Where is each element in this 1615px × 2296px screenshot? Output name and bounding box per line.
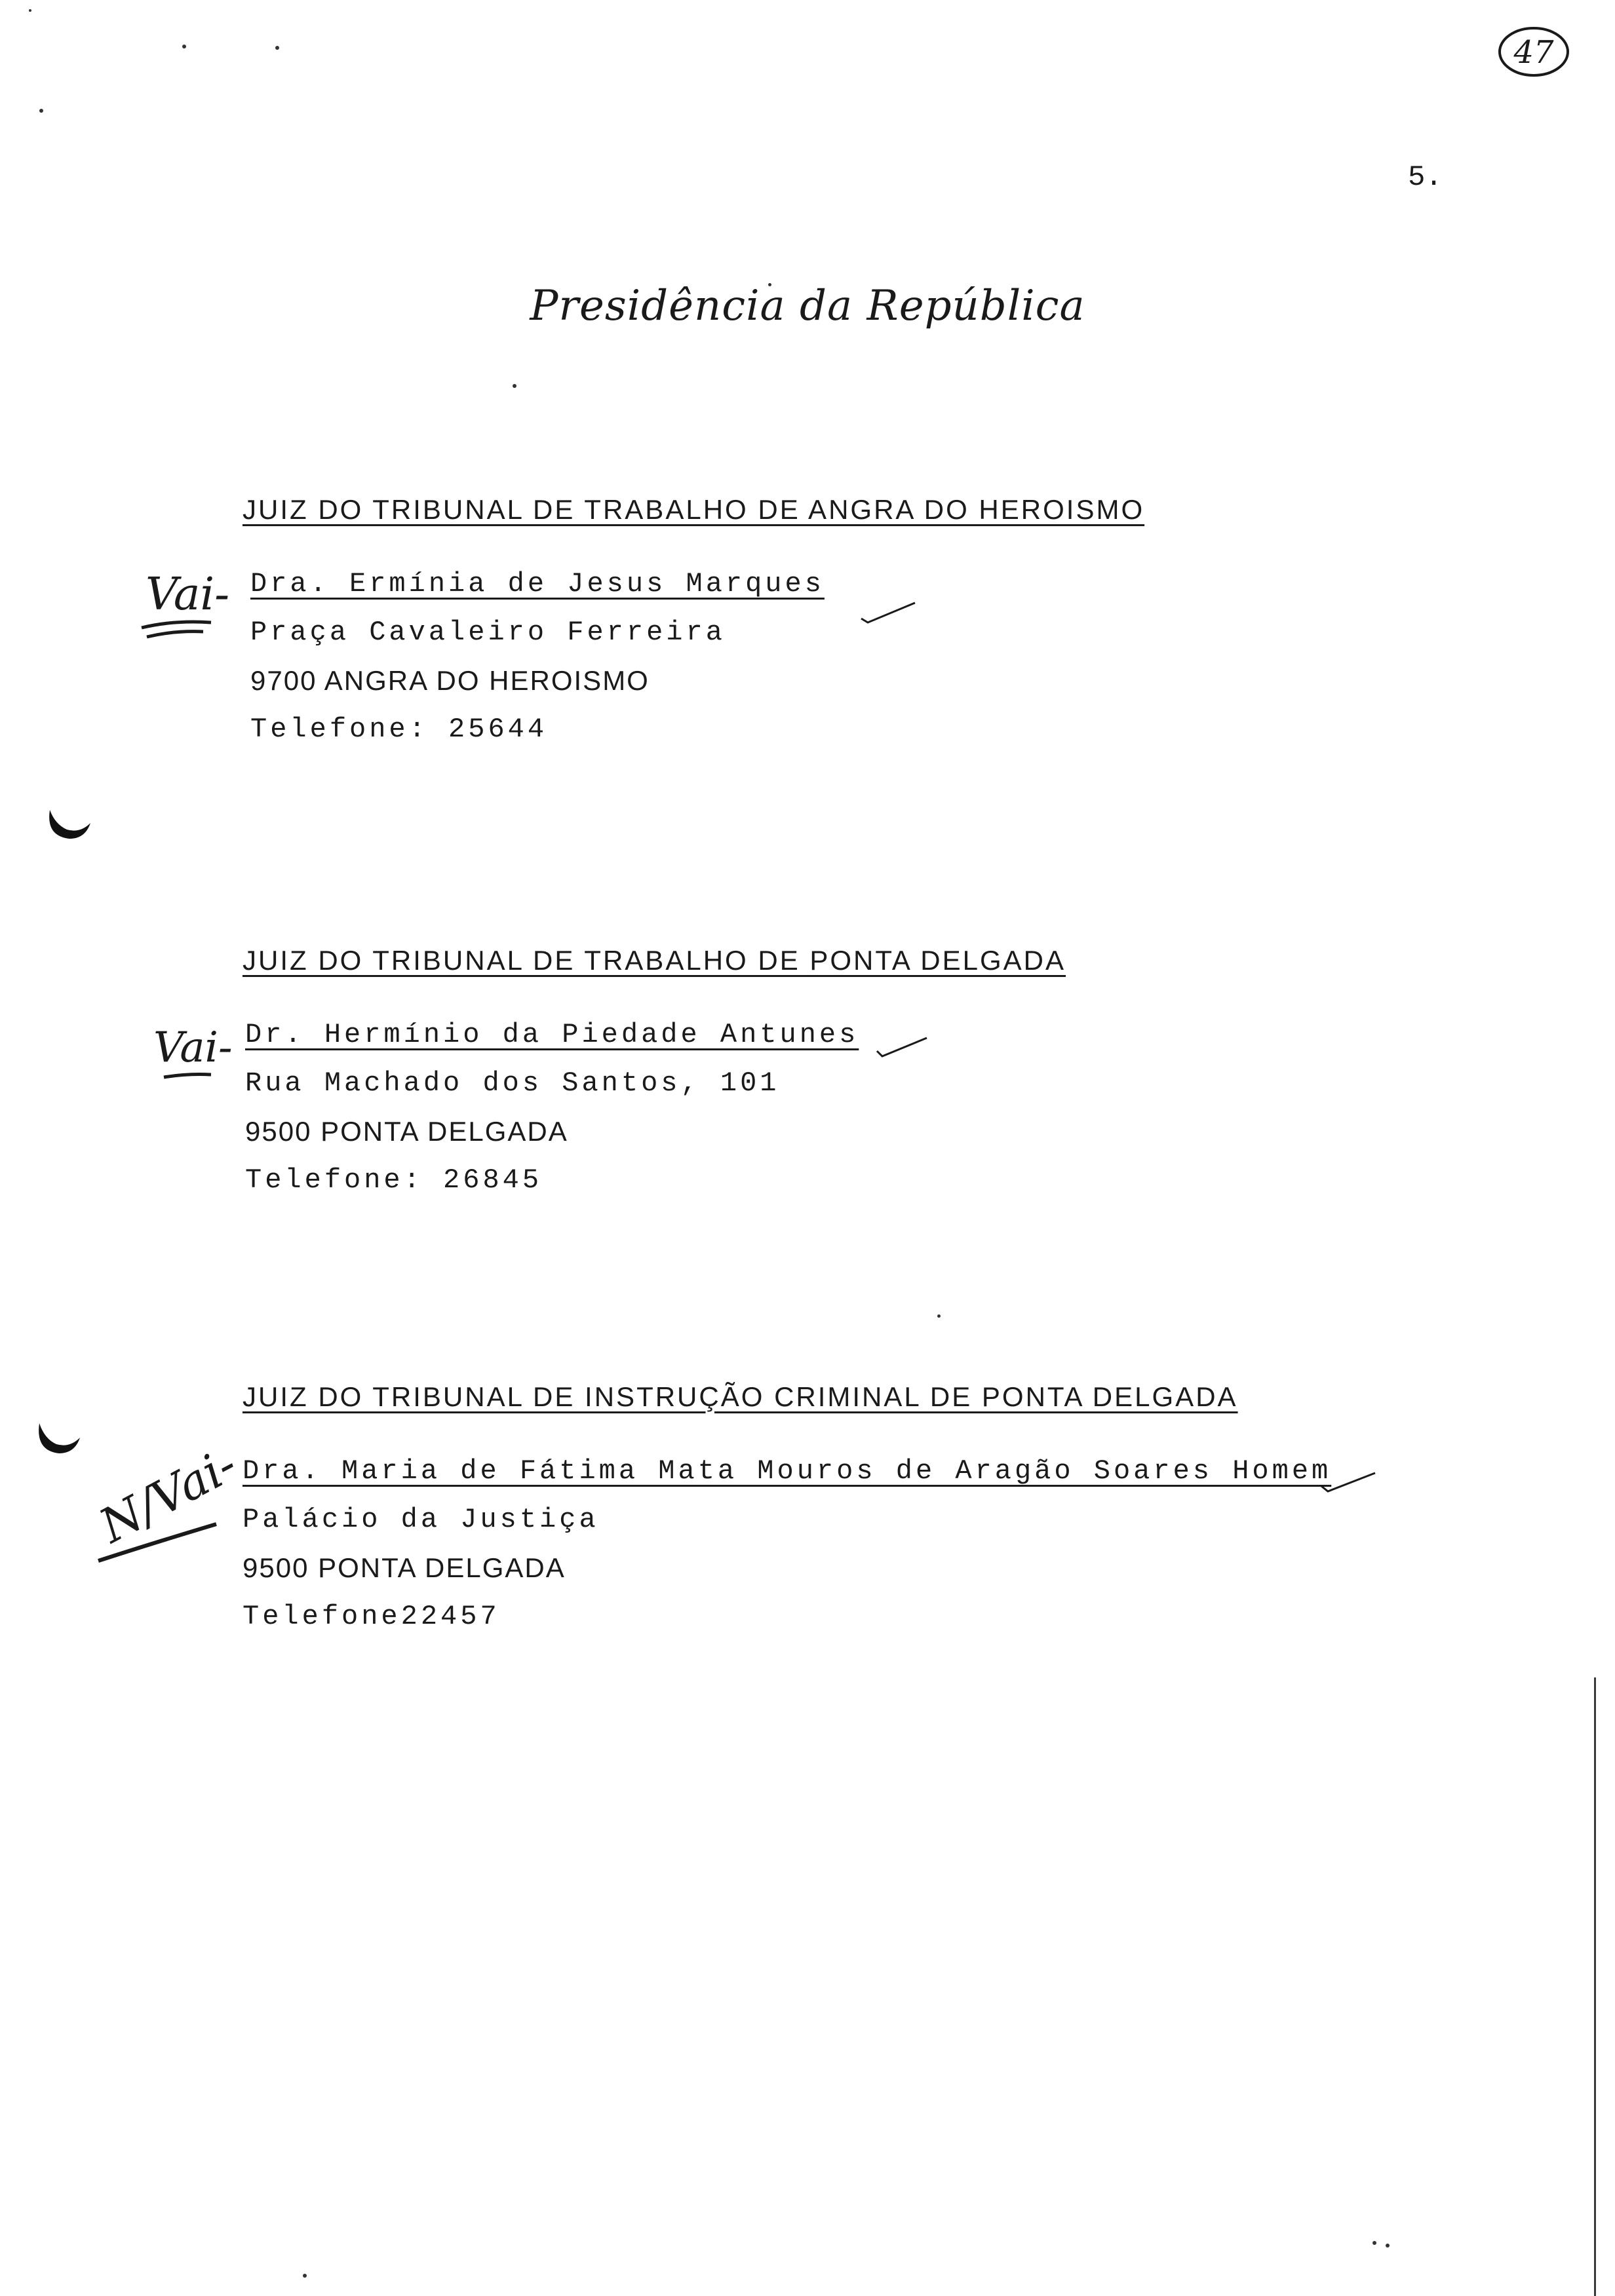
contact-name: Dra. Maria de Fátima Mata Mouros de Aragão Soares Homem	[243, 1455, 1332, 1487]
speck	[182, 45, 186, 48]
speck	[29, 9, 31, 12]
speck	[1372, 2241, 1376, 2245]
checkmark-icon	[859, 599, 918, 625]
page-number: 5.	[1408, 161, 1443, 194]
contact-city: 9500 PONTA DELGADA	[245, 1116, 568, 1147]
annotation-text: Vai-	[153, 1024, 233, 1072]
archive-number: 47	[1513, 34, 1554, 71]
circled-number-icon	[1496, 24, 1573, 80]
checkmark-icon	[874, 1035, 933, 1062]
contact-address: Palácio da Justiça	[243, 1504, 599, 1535]
section-angra	[243, 494, 1144, 754]
contact-city: 9700 ANGRA DO HEROISMO	[250, 665, 650, 696]
contact-name: Dra. Ermínia de Jesus Marques	[250, 568, 825, 600]
contact-name: Dr. Hermínio da Piedade Antunes	[245, 1019, 859, 1050]
archive-number-stamp	[1496, 24, 1573, 80]
annotation-text: Vai-	[146, 569, 230, 621]
crescent-mark-icon	[43, 801, 96, 853]
speck	[513, 384, 516, 388]
contact-address: Rua Machado dos Santos, 101	[245, 1067, 780, 1099]
annotation-text: N/Vai-	[90, 1445, 246, 1554]
speck	[39, 109, 43, 113]
contact-phone: Telefone: 26845	[245, 1164, 543, 1196]
handwritten-annotation	[148, 1021, 253, 1090]
checkmark-icon	[1319, 1470, 1378, 1497]
section-ponta-delgada-instrucao	[243, 1381, 1331, 1641]
contact-address: Praça Cavaleiro Ferreira	[250, 617, 726, 648]
section-title: JUIZ DO TRIBUNAL DE INSTRUÇÃO CRIMINAL DE PONTA DELGADA	[243, 1381, 1238, 1412]
contact-phone: Telefone: 25644	[250, 714, 548, 745]
handwritten-annotation	[79, 1445, 249, 1573]
speck	[1386, 2244, 1390, 2248]
section-ponta-delgada-trabalho	[243, 945, 1066, 1204]
contact-city: 9500 PONTA DELGADA	[243, 1552, 566, 1583]
letterhead-title: Presidência da República	[530, 282, 1085, 330]
speck	[303, 2274, 307, 2278]
speck	[275, 46, 279, 50]
speck	[937, 1314, 941, 1318]
handwritten-annotation	[135, 567, 253, 643]
section-title: JUIZ DO TRIBUNAL DE TRABALHO DE PONTA DELGADA	[243, 945, 1066, 976]
crescent-mark-icon	[33, 1415, 85, 1468]
contact-phone: Telefone22457	[243, 1601, 500, 1632]
page-edge	[1594, 1677, 1596, 2296]
section-title: JUIZ DO TRIBUNAL DE TRABALHO DE ANGRA DO HEROISMO	[243, 494, 1145, 525]
